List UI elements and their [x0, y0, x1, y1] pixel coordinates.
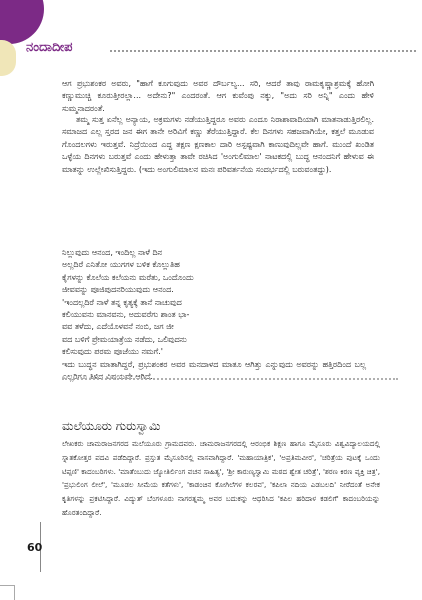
poem-line: ವದ ಬಳಿಗೆ ಪ್ರೇಮಯಾತ್ರೆಯ ನಡೆದು, ಒಲಿವುದನು	[62, 334, 187, 344]
poem-line: ವವ ತಳೆದು, ಎದೆಯೊಳವನೆ ನಂಬಿ, ಜಗ ಜೀ	[62, 322, 174, 332]
crop-mark	[0, 585, 15, 600]
paragraph-1: ಆಗ ಪ್ರಭುಶಂಕರ ಅವರು, "ಹಾಗೆ ಕೂಗುವುದು ಅವರ ದೌರ್ಬಲ್ಯ... ಸರಿ, ಆದರೆ ತಾವು ರಾಮಕೃಷ್ಣಾಶ್ರಮಕ್ಕೆ ಹೋಗಿ ಕಣ್ಣುಮುಚ್ಚಿ ಕೂರುತ್ತೀರಲ್ಲಾ... ಅದೇನು?" ಎಂದರಂತೆ. ಆಗ ಕುವೆಂಪು ನಕ್ಕು, "ಅದು ಸರಿ ಅನ್ನಿ" ಎಂದು ಹೇಳಿ ಸುಮ್ಮನಾದರಂತೆ.	[62, 79, 374, 113]
corner-decoration	[0, 0, 44, 44]
header-dotted-rule	[110, 50, 416, 52]
author-bio: ಲೇಖಕರು ಚಾಮರಾಜನಗರದ ಮಲೆಯೂರು ಗ್ರಾಮದವರು. ಚಾಮರಾಜನಗರದಲ್ಲಿ ಆರಂಭಿಕ ಶಿಕ್ಷಣ ಹಾಗೂ ಮೈಸೂರು ವಿಶ್ವವಿದ್ಯಾಲಯದಲ್ಲಿ ಸ್ನಾತಕೋತ್ತರ ಪದವಿ ಪಡೆದಿದ್ದಾರೆ. ಪ್ರಸ್ತುತ ಮೈಸೂರಿನಲ್ಲಿ ವಾಸವಾಗಿದ್ದಾರೆ. 'ಮಹಾಯಾತ್ರಿಕ', 'ಅಪ್ರತಿಮವೀರ', 'ಚರಿತ್ರೆಯ ಪುಟಕ್ಕೆ ಒಂದು ಟಿಪ್ಪಣಿ' ಕಾದಂಬರಿಗಳು. 'ಮಾತೆಂಬುದು ಜ್ಯೋತಿರ್ಲಿಂಗ ವಚನ ಸಾಹಿತ್ಯ', 'ಶ್ರೀ ಕಾರುಣ್ಯಸ್ವಾಮಿ ಮಠದ ಶ್ವೇತ ಚರಿತ್ರೆ', 'ಶರಣ ಕಿರಣ ವ್ಯಕ್ತಿ ಚಿತ್ರ', 'ಪ್ರಭುಲಿಂಗ ಲೀಲೆ', 'ಮೂಡಲ ಸೀಮೆಯ ಕತೆಗಳು', 'ಕಾಡಂಚಿನ ಕೋಗಿಲೆಗಳ ಕಲರವ', 'ಕಪಿಲಾ ನದಿಯ ಎಡಬಲದಿ' ನೀರೆದಂತೆ ಅನೇಕ ಕೃತಿಗಳನ್ನು ಪ್ರಕಟಿಸಿದ್ದಾರೆ. ವಿದ್ಯುತ್ ಬೆಂಗಳೂರು ನಾಗರತ್ನಮ್ಮ ಅವರ ಬದುಕನ್ನು ಆಧರಿಸಿದ 'ಕಪಿಲ ಹರಿದಾಳ ಕಡಲಿಗೆ' ಕಾದಂಬರಿಯನ್ನು ಹೊರತಂದಿದ್ದಾರೆ.	[62, 439, 380, 517]
header-title: ನಂದಾದೀಪ	[26, 40, 73, 55]
author-section-title: ಮಲೆಯೂರು ಗುರುಸ್ವಾಮಿ	[62, 419, 161, 433]
running-header	[26, 40, 416, 60]
poem-line: ಕಲಿಸುವುದು ಪರಮ ಪೂಜೆಯು ನಮಗೆ.'	[62, 347, 163, 357]
paragraph-2: ತಮ್ಮ ಸುತ್ತ ಏನೆಲ್ಲ ಅನ್ಯಾಯ, ಅಕ್ರಮಗಳು ನಡೆಯುತ್ತಿದ್ದರೂ ಅವರು ಎಂದೂ ನಿರಾಶಾವಾದಿಯಾಗಿ ಮಾತನಾಡುತ್ತಿರಲಿಲ್ಲ. ಸಮಾಜದ ಎಲ್ಲ ಸ್ತರದ ಜನ ಈಗ ತಾನೇ ಅರಿವಿಗೆ ಕಣ್ಣು ತೆರೆಯುತ್ತಿದ್ದಾರೆ. ಕೆಲ ದಿನಗಳು ಸಹಜವಾಗಿಯೇ, ಕತ್ತಲೆ ಮೂಡುವ ಗೊಂದಲಗಳು ಇರುತ್ತವೆ. ನಿದ್ರೆಯಿಂದ ಎದ್ದ ತಕ್ಷಣ ಕ್ಷಣಕಾಲ ದಾರಿ ಅಸ್ಪಷ್ಟವಾಗಿ ಕಾಣುವುದಿಲ್ಲವೇ ಹಾಗೆ. ಮುಂದೆ ಖಂಡಿತ ಒಳ್ಳೆಯ ದಿನಗಳು ಬರುತ್ತವೆ ಎಂದು ಹೇಳುತ್ತಾ ತಾವೇ ರಚಿಸಿದ 'ಅಂಗುಲಿಮಾಲ' ನಾಟಕದಲ್ಲಿ ಬುದ್ಧ ಆನಂದನಿಗೆ ಹೇಳುವ ಈ ಮಾತನ್ನು ಉಲ್ಲೇಖಿಸುತ್ತಿದ್ದರು. (ಇದು ಅಂಗುಲಿಮಾಲನ ಮನಃ ಪರಿವರ್ತನೆಯ ಸಂದರ್ಭದಲ್ಲಿ ಬರುವಂತದ್ದು).	[62, 115, 374, 174]
section-divider	[62, 378, 398, 380]
poem-line: ನಿಲ್ಲುವುದು ಆನಂದ, ಇಂದಿಲ್ಲ ನಾಳೆ ದಿನ	[62, 248, 163, 257]
page-number: 60	[27, 541, 43, 554]
poem-line: ಕೈಗಳನ್ನು ಕೊಲೆಯ ಕಲೆಯನು ಮರೆತು, ಒಂದೊಂದು	[62, 272, 194, 282]
poem-line: ಜೀವವನ್ನು ಪೂಜಿಪುದನರಿಯುವುದು ಆನಂದ.	[62, 285, 174, 295]
poem-line: 'ಇಂದಲ್ಲದಿರೆ ನಾಳೆ ತನ್ನ ಕೃತ್ಯಕ್ಕೆ ತಾನೆ ನಾಚುವುದ	[62, 297, 182, 307]
corner-accent	[0, 40, 16, 76]
poem-line: ಅಲ್ಲದಿರೆ ಎನಿತೋ ಯುಗಗಳ ಬಳಿಕ ಕೊಲ್ಲುತಿಹ	[62, 260, 180, 270]
poem-block	[62, 247, 362, 359]
closing-paragraph: ಇದು ಬುದ್ಧನ ಮಾತಾಗಿದ್ದರೆ, ಪ್ರಭುಶಂಕರ ಅವರ ಮನದಾಳದ ಮಾತೂ ಆಗಿತ್ತು ಎನ್ನುವುದು ಅವರನ್ನು ಹತ್ತಿರದಿಂದ ಬಲ್ಲ ಎಲ್ಲರಿಗೂ ತಿಳಿದ ವಿಷಯವೇ ಆಗಿದೆ.	[62, 360, 366, 382]
poem-line: ಕಲಿಯುವನು ಮಾನವನು, ಅದುವರೆಗು ಶಾಂತ ಭಾ-	[62, 310, 190, 320]
